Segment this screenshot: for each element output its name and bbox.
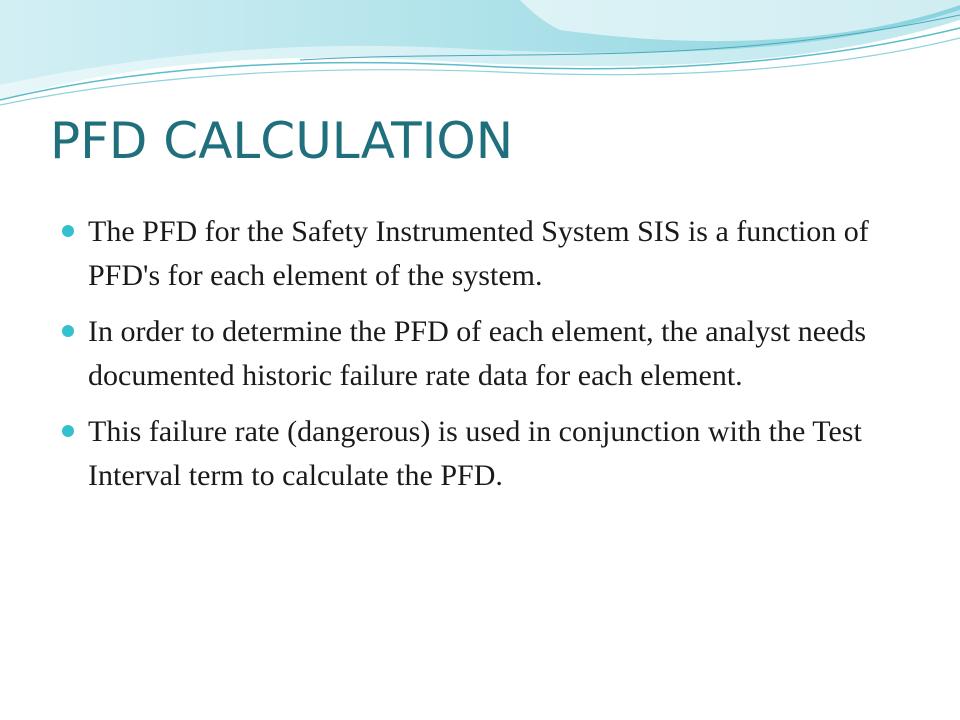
bullet-item [62,410,902,498]
wave-header-decoration [0,0,960,115]
slide-title: PFD CALCULATION [50,112,514,170]
bullet-text: The PFD for the Safety Instrumented System SIS is a function of PFD's for each element of the system. [88,215,869,292]
bullet-dot-icon [62,325,74,337]
bullet-list [62,210,902,510]
bullet-dot-icon [62,225,74,237]
bullet-text: In order to determine the PFD of each element, the analyst needs documented historic failure rate data for each element. [88,315,867,392]
bullet-item [62,310,902,398]
bullet-text: This failure rate (dangerous) is used in conjunction with the Test Interval term to calculate the PFD. [88,415,862,492]
bullet-item [62,210,902,298]
bullet-dot-icon [62,425,74,437]
